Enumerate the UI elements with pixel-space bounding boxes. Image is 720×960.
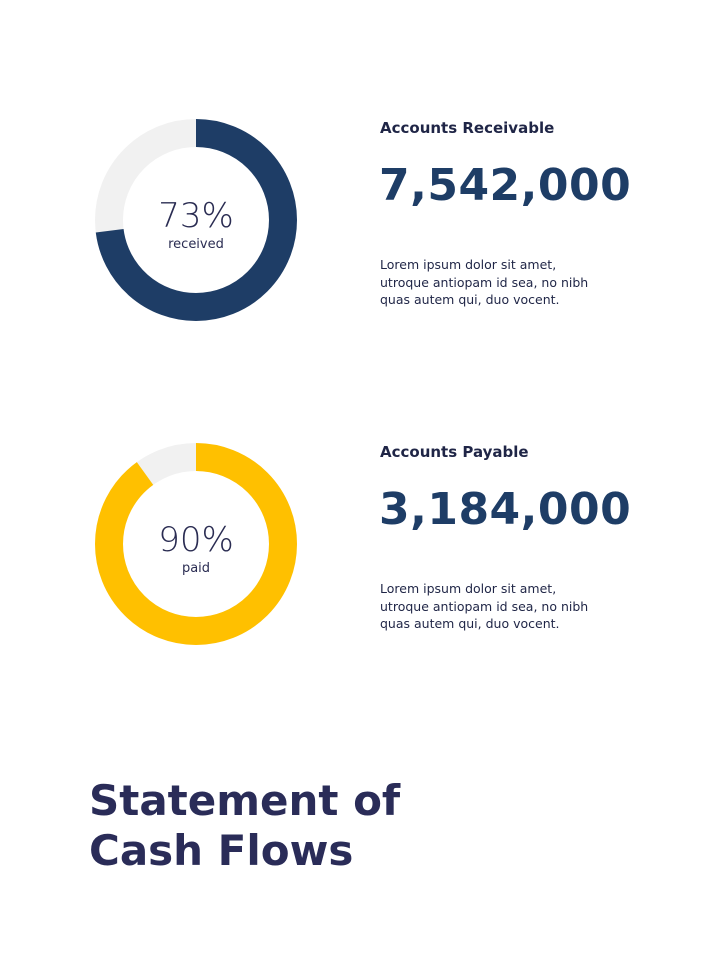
payable-percent: 90% (158, 520, 234, 560)
payable-description (380, 580, 610, 633)
page-title-line-2: Cash Flows (89, 826, 354, 875)
payable-donut-chart (95, 443, 297, 645)
payable-percent-label: paid (181, 561, 211, 576)
receivable-desc-line: quas autem qui, duo vocent. (380, 292, 560, 307)
receivable-title: Accounts Receivable (380, 119, 555, 137)
receivable-desc-line: utroque antiopam id sea, no nibh (380, 274, 589, 290)
receivable-percent: 73% (158, 196, 234, 236)
receivable-desc-line: Lorem ipsum dolor sit amet, (380, 257, 557, 272)
receivable-description (380, 256, 610, 309)
payable-desc-line: utroque antiopam id sea, no nibh (380, 598, 589, 614)
payable-desc-line: quas autem qui, duo vocent. (380, 616, 560, 631)
receivable-percent-label: received (168, 237, 224, 252)
payable-value: 3,184,000 (379, 484, 632, 535)
payable-desc-line: Lorem ipsum dolor sit amet, (380, 581, 557, 596)
page-title-line-1: Statement of (89, 776, 401, 825)
receivable-donut-chart (95, 119, 297, 321)
payable-title: Accounts Payable (380, 443, 529, 461)
receivable-value: 7,542,000 (379, 160, 632, 211)
receivable-donut-center (95, 119, 297, 321)
payable-donut-center (95, 443, 297, 645)
